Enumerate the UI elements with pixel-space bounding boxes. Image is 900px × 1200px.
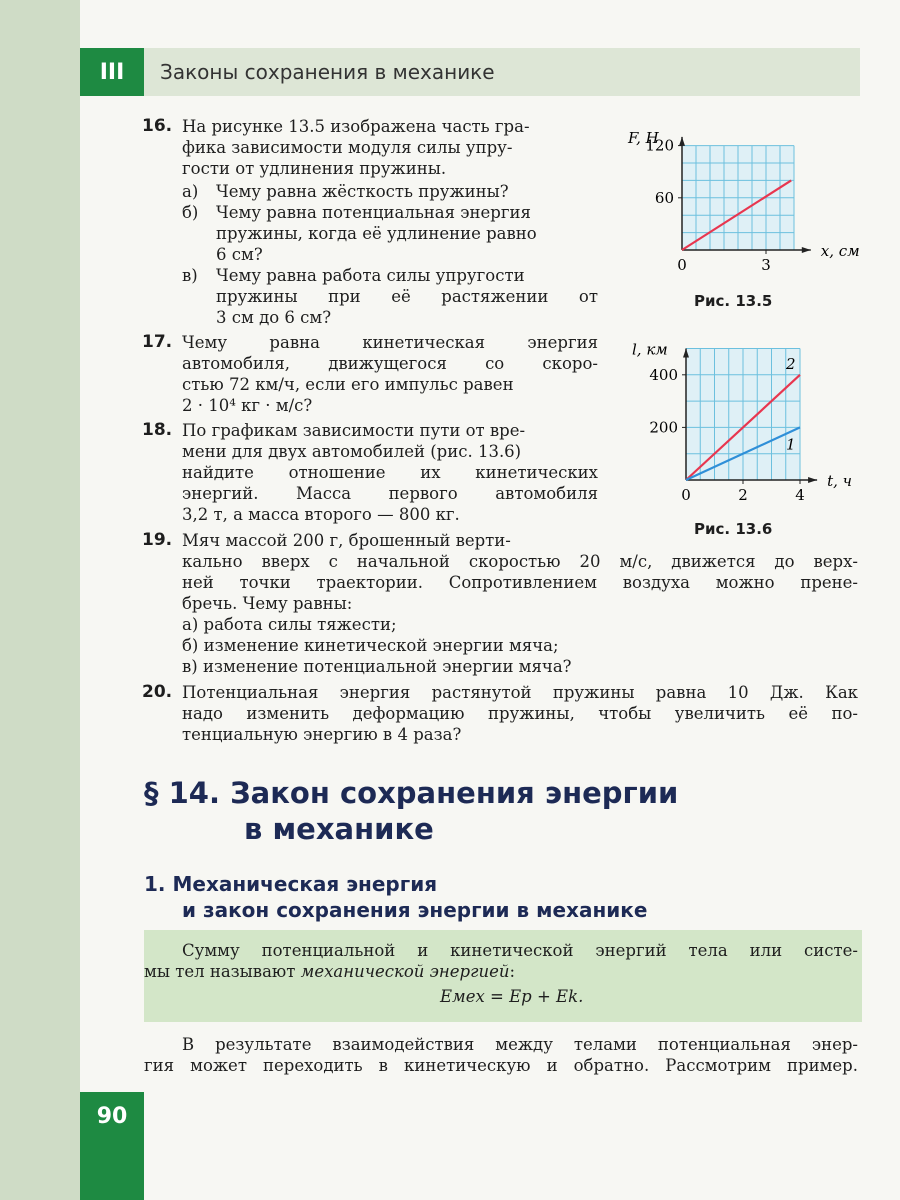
x-axis-arrow xyxy=(802,247,811,253)
figure-13-6-chart xyxy=(600,322,890,512)
problem-16-number: 16. xyxy=(142,116,173,136)
problem-19-number: 19. xyxy=(142,530,173,550)
y-tick-label: 60 xyxy=(654,188,674,207)
definition-line: Сумму потенциальной и кинетической энергий тела или систе- xyxy=(182,941,858,960)
y-axis-label: l, км xyxy=(632,340,668,359)
problem-20-line: надо изменить деформацию пружины, чтобы увеличить её по- xyxy=(182,704,858,723)
problem-20-line: тенциальную энергию в 4 раза? xyxy=(182,725,462,744)
problem-16b-text: Чему равна потенциальная энергия xyxy=(216,203,531,222)
x-tick-label: 0 xyxy=(681,486,691,504)
problem-16c-text: пружины при её растяжении от xyxy=(216,287,598,306)
problem-20-line: Потенциальная энергия растянутой пружины равна 10 Дж. Как xyxy=(182,683,858,702)
x-tick-label: 4 xyxy=(795,486,805,504)
paragraph-line: гия может переходить в кинетическую и обратно. Рассмотрим пример. xyxy=(144,1056,858,1075)
problem-16b-text: 6 см? xyxy=(216,245,263,264)
problem-19-line: б) изменение кинетической энергии мяча; xyxy=(182,636,559,655)
problem-16-line: фика зависимости модуля силы упру- xyxy=(182,138,513,157)
problem-19-line: в) изменение потенциальной энергии мяча? xyxy=(182,657,572,676)
subsection-title-line2: и закон сохранения энергии в механике xyxy=(182,898,648,922)
problem-18-line: 3,2 т, а масса второго — 800 кг. xyxy=(182,505,460,524)
y-tick-label: 120 xyxy=(645,136,674,155)
problem-18-line: найдите отношение их кинетических xyxy=(182,463,598,482)
x-axis-label: t, ч xyxy=(827,472,853,490)
problem-20-number: 20. xyxy=(142,682,173,702)
problem-18-number: 18. xyxy=(142,420,173,440)
problem-18-line: мени для двух автомобилей (рис. 13.6) xyxy=(182,442,522,461)
problem-17-line: автомобиля, движущегося со скоро- xyxy=(182,354,598,373)
definition-line xyxy=(144,961,515,982)
subsection-title: 1. Механическая энергия xyxy=(144,872,438,896)
figure-13-5-caption: Рис. 13.5 xyxy=(694,292,773,310)
definition-text: мы тел называют xyxy=(144,962,301,981)
figure-13-6-caption: Рис. 13.6 xyxy=(694,520,773,538)
section-title-line2: в механике xyxy=(244,812,434,846)
y-axis-arrow xyxy=(679,137,685,146)
problem-19-line: кально вверх с начальной скоростью 20 м/с, движется до верх- xyxy=(182,552,858,571)
x-tick-label: 2 xyxy=(738,486,748,504)
y-tick-label: 400 xyxy=(649,365,678,384)
definition-colon: : xyxy=(509,962,516,981)
problem-16c-text: Чему равна работа силы упругости xyxy=(216,266,525,285)
y-axis-label: F, Н xyxy=(628,128,659,147)
definition-formula: Eмех = Ep + Ek. xyxy=(440,987,584,1006)
chapter-badge: III xyxy=(80,48,144,96)
x-tick-label: 0 xyxy=(677,256,687,274)
x-axis-arrow xyxy=(808,477,817,483)
problem-19-line: а) работа силы тяжести; xyxy=(182,615,397,634)
paragraph-line: В результате взаимодействия между телами потенциальная энер- xyxy=(182,1035,858,1054)
problem-16-line: гости от удлинения пружины. xyxy=(182,159,447,178)
x-axis-label: x, см xyxy=(820,242,860,260)
problem-18-line: По графикам зависимости пути от вре- xyxy=(182,421,526,440)
problem-17-number: 17. xyxy=(142,332,173,352)
problem-19-line: бречь. Чему равны: xyxy=(182,594,353,613)
problem-16a-text: Чему равна жёсткость пружины? xyxy=(216,182,509,201)
problem-16a-label: а) xyxy=(182,182,199,201)
problem-17-line: Чему равна кинетическая энергия xyxy=(182,333,598,352)
problem-17-line: стью 72 км/ч, если его импульс равен xyxy=(182,375,514,394)
definition-term: механической энергией xyxy=(300,962,510,981)
problem-16c-label: в) xyxy=(182,266,198,285)
series-label: 2 xyxy=(786,354,796,373)
y-tick-label: 200 xyxy=(649,418,678,437)
page-margin-strip xyxy=(0,0,80,1200)
problem-19-line: Мяч массой 200 г, брошенный верти- xyxy=(182,531,511,550)
problem-18-line: энергий. Масса первого автомобиля xyxy=(182,484,598,503)
problem-16-line: На рисунке 13.5 изображена часть гра- xyxy=(182,117,530,136)
problem-16c-text: 3 см до 6 см? xyxy=(216,308,332,327)
problem-17-line: 2 · 10⁴ кг · м/с? xyxy=(182,396,313,415)
series-label: 1 xyxy=(786,435,796,454)
page-number: 90 xyxy=(96,1104,128,1129)
section-title: § 14. Закон сохранения энергии xyxy=(144,776,679,810)
x-tick-label: 3 xyxy=(761,256,771,274)
problem-16b-text: пружины, когда её удлинение равно xyxy=(216,224,537,243)
header-title: Законы сохранения в механике xyxy=(160,60,495,84)
problem-16b-label: б) xyxy=(182,203,199,222)
problem-19-line: ней точки траектории. Сопротивлением воздуха можно прене- xyxy=(182,573,858,592)
figure-13-5-chart xyxy=(600,108,890,308)
